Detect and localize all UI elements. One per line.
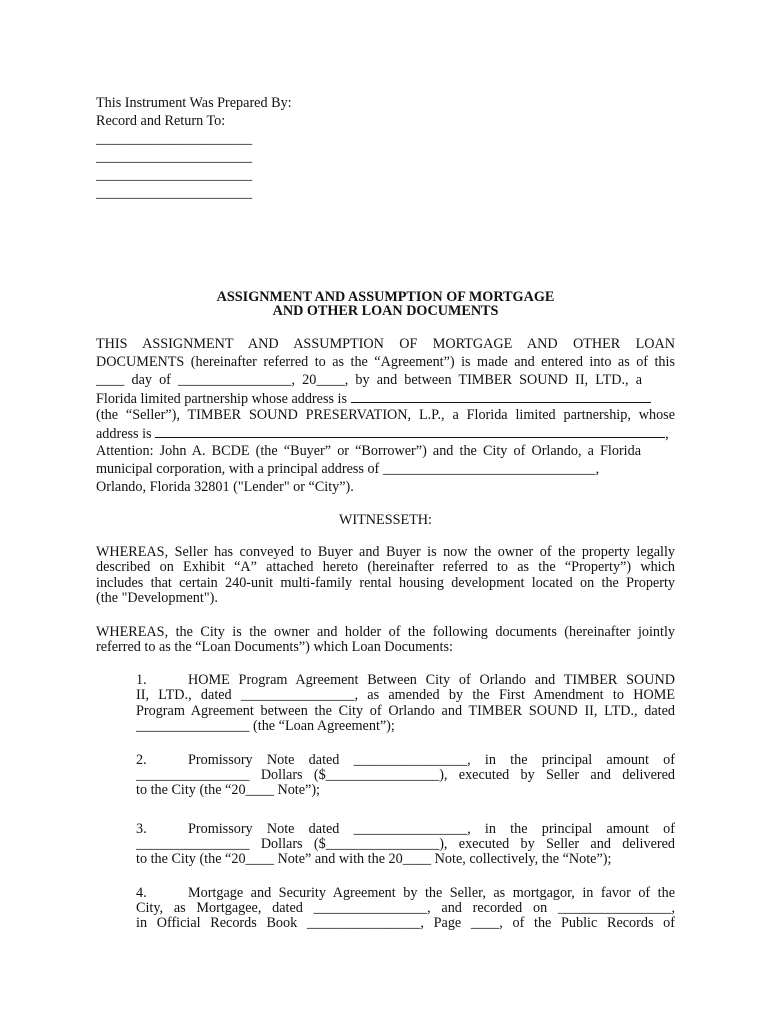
item-text: HOME Program Agreement Between City of Orlando and TIMBER SOUND [188,672,675,688]
item-number: 2. [136,752,147,768]
item-line: in Official Records Book ________________, Page ____, of the Public Records of [136,915,675,931]
whereas-line: referred to as the “Loan Documents”) which Loan Documents: [96,639,453,655]
whereas-line: described on Exhibit “A” attached hereto (hereinafter referred to as the “Property”) which [96,559,675,575]
item-line: II, LTD., dated ________________, as amended by the First Amendment to HOME [136,687,675,703]
item-number: 1. [136,672,147,688]
item-line: to the City (the “20____ Note”); [136,782,321,798]
buyer-address-blank [155,425,665,438]
seller-address-blank [351,390,651,403]
address-blank-line: ______________________ [96,149,253,165]
item-line: Program Agreement between the City of Orlando and TIMBER SOUND II, LTD., dated [136,703,675,719]
item-text: Promissory Note dated ________________, in the principal amount of [188,821,675,837]
intro-line [96,390,651,407]
list-item [136,752,675,768]
item-line: ________________ Dollars ($________________), executed by Seller and delivered [136,836,675,852]
item-line: ________________ (the “Loan Agreement”); [136,718,395,734]
witnesseth-heading: WITNESSETH: [339,512,432,528]
item-text: Promissory Note dated ________________, in the principal amount of [188,752,675,768]
prepared-by-label: This Instrument Was Prepared By: [96,95,292,111]
intro-line: DOCUMENTS (hereinafter referred to as the “Agreement”) is made and entered into as of this [96,354,675,370]
comma: , [665,426,669,442]
item-number: 3. [136,821,147,837]
intro-line: Attention: John A. BCDE (the “Buyer” or “Borrower”) and the City of Orlando, a Florida [96,443,641,459]
seller-address-label: Florida limited partnership whose address is [96,391,347,407]
list-item [136,885,675,901]
list-item [136,672,675,688]
address-blank-line: ______________________ [96,131,253,147]
record-return-label: Record and Return To: [96,113,226,129]
list-item [136,821,675,837]
intro-line: Orlando, Florida 32801 ("Lender" or “City”). [96,479,354,495]
item-line: to the City (the “20____ Note” and with the 20____ Note, collectively, the “Note”); [136,851,612,867]
address-blank-line: ______________________ [96,167,253,183]
intro-line: (the “Seller”), TIMBER SOUND PRESERVATION, L.P., a Florida limited partnership, whose [96,407,675,423]
item-number: 4. [136,885,147,901]
intro-line: THIS ASSIGNMENT AND ASSUMPTION OF MORTGAGE AND OTHER LOAN [96,336,675,352]
document-title-line1: ASSIGNMENT AND ASSUMPTION OF MORTGAGE [216,289,555,305]
buyer-address-label: address is [96,426,152,442]
item-line: City, as Mortgagee, dated ________________, and recorded on ________________, [136,900,675,916]
address-blank-line: ______________________ [96,185,253,201]
item-text: Mortgage and Security Agreement by the Seller, as mortgagor, in favor of the [188,885,675,901]
whereas-line: WHEREAS, the City is the owner and holder of the following documents (hereinafter jointly [96,624,675,640]
whereas-line: WHEREAS, Seller has conveyed to Buyer and Buyer is now the owner of the property legally [96,544,675,560]
item-line: ________________ Dollars ($________________), executed by Seller and delivered [136,767,675,783]
whereas-line: (the "Development"). [96,590,218,606]
intro-line: municipal corporation, with a principal address of ______________________________, [96,461,600,477]
document-title-line2: AND OTHER LOAN DOCUMENTS [272,303,499,319]
intro-line: ____ day of ________________, 20____, by and between TIMBER SOUND II, LTD., a [96,372,642,388]
whereas-line: includes that certain 240-unit multi-family rental housing development located on the Property [96,575,675,591]
intro-line [96,425,669,442]
